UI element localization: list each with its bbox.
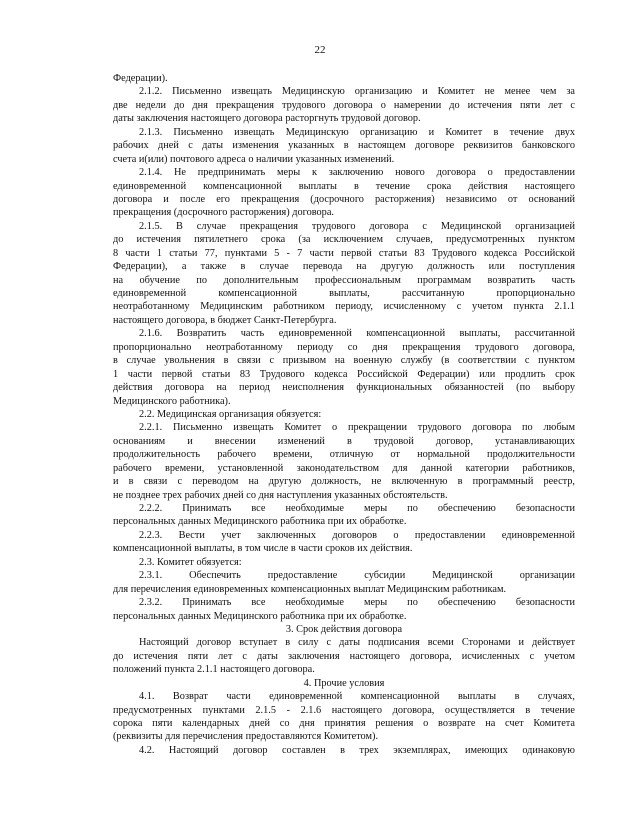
- text-line: Настоящий договор вступает в силу с даты подписания всеми Сторонами и действует: [139, 637, 575, 649]
- text-line: основаниям и внесении изменений в трудовой договор, устанавливающих: [113, 435, 575, 447]
- text-line: 2.1.6. Возвратить часть единовременной компенсационной выплаты, рассчитанной: [139, 328, 575, 340]
- text-line: сорока пяти календарных дней со дня принятия решения о возврате на счет Комитета: [113, 718, 575, 729]
- text-line: даты заключения настоящего договора расторгнуть трудовой договор.: [113, 113, 421, 125]
- text-line: 2.3.2. Принимать все необходимые меры по обеспечению безопасности: [139, 597, 575, 609]
- text-line: 2.1.3. Письменно извещать Медицинскую организацию и Комитет в течение двух: [139, 126, 575, 138]
- text-line: до истечения пятилетнего срока (за исключением случаев, предусмотренных пунктом: [113, 234, 575, 246]
- text-line: для перечисления единовременных компенсационных выплат Медицинским работникам.: [113, 583, 507, 595]
- text-line: пропорционально неотработанному периоду со дня прекращения трудового договора,: [113, 341, 575, 353]
- text-line: 4.1. Возврат части единовременной компенсационной выплаты в случаях,: [139, 691, 575, 703]
- text-line: положений пункта 2.1.1 настоящего договора.: [113, 664, 315, 676]
- page-number: 22: [314, 44, 326, 56]
- text-line: неотработанному Медицинским работником периоду, исчисленному с учетом пункта 2.1.1: [113, 301, 575, 313]
- text-line: единовременной компенсационной выплаты в течение срока действия настоящего: [113, 180, 575, 192]
- text-line: 4.2. Настоящий договор составлен в трех экземплярах, имеющих одинаковую: [139, 744, 575, 756]
- text-line: предусмотренных пунктами 2.1.5 - 2.1.6 настоящего договора, осуществляется в течение: [113, 704, 575, 716]
- text-line: до истечения пяти лет с даты заключения настоящего договора, исчисленных с учетом: [113, 650, 575, 662]
- text-line: 1 части первой статьи 83 Трудового кодекса Российской Федерации) или продлить срок: [113, 368, 575, 380]
- section-heading: 3. Срок действия договора: [285, 623, 403, 635]
- text-line: 2.3. Комитет обязуется:: [139, 556, 242, 568]
- text-line: настоящего договора, в бюджет Санкт-Петербурга.: [113, 314, 337, 326]
- text-line: Медицинского работника).: [113, 395, 231, 407]
- section-heading: 4. Прочие условия: [303, 677, 385, 689]
- text-line: действия договора на период неисполнения функциональных обязанностей (по выбору: [113, 382, 575, 394]
- text-line: прекращения (досрочного расторжения) договора.: [113, 207, 334, 219]
- text-line: продолжительность рабочего времени, отличную от нормальной продолжительности: [113, 449, 575, 461]
- text-line: в случае увольнения в связи с призывом на военную службу (в соответствии с пунктом: [113, 355, 575, 367]
- text-line: 2.3.1. Обеспечить предоставление субсидии Медицинской организации: [139, 570, 575, 582]
- text-line: 2.2.3. Вести учет заключенных договоров о предоставлении единовременной: [139, 529, 575, 541]
- text-line: персональных данных Медицинского работника при их обработке.: [113, 610, 407, 622]
- text-line: счета и(или) почтового адреса о наличии указанных изменений.: [113, 153, 395, 165]
- text-line: две недели до дня прекращения трудового договора о намерении до истечения пяти лет с: [113, 99, 575, 111]
- text-line: рабочих дней с даты изменения указанных в настоящем договоре реквизитов банковского: [113, 140, 575, 152]
- text-line: и в связи с переводом на другую должность, не включенную в программный реестр,: [113, 476, 575, 488]
- text-line: рабочего времени, установленной законодательством для данной категории работников,: [113, 462, 575, 474]
- text-line: Федерации).: [113, 73, 168, 84]
- text-line: не позднее трех рабочих дней со дня наступления указанных обстоятельств.: [113, 489, 448, 501]
- text-line: 8 части 1 статьи 77, пунктами 5 - 7 части первой статьи 83 Трудового кодекса Российской: [113, 247, 575, 259]
- text-line: Федерации), а также в случае перевода на другую должность или поступления: [113, 261, 575, 273]
- text-line: 2.1.2. Письменно извещать Медицинскую организацию и Комитет не менее чем за: [139, 86, 575, 98]
- text-line: 2.2. Медицинская организация обязуется:: [139, 408, 322, 420]
- text-line: 2.1.5. В случае прекращения трудового договора с Медицинской организацией: [139, 220, 575, 232]
- text-line: на обучение по дополнительным профессиональным программам возвратить часть: [113, 274, 575, 286]
- text-line: договора и после его прекращения (досрочного расторжения) независимо от оснований: [113, 193, 575, 205]
- text-line: персональных данных Медицинского работника при их обработке.: [113, 516, 407, 528]
- text-line: 2.2.2. Принимать все необходимые меры по обеспечению безопасности: [139, 503, 575, 514]
- document-body: [113, 72, 575, 757]
- text-line: (реквизиты для перечисления предоставляются Комитетом).: [113, 731, 379, 743]
- text-line: 2.1.4. Не предпринимать меры к заключению нового договора о предоставлении: [139, 167, 575, 179]
- text-line: единовременной компенсационной выплаты, рассчитанную пропорционально: [113, 288, 575, 299]
- text-line: 2.2.1. Письменно извещать Комитет о прекращении трудового договора по любым: [139, 422, 575, 434]
- text-line: компенсационной выплаты, в том числе в части сроков их действия.: [113, 543, 413, 555]
